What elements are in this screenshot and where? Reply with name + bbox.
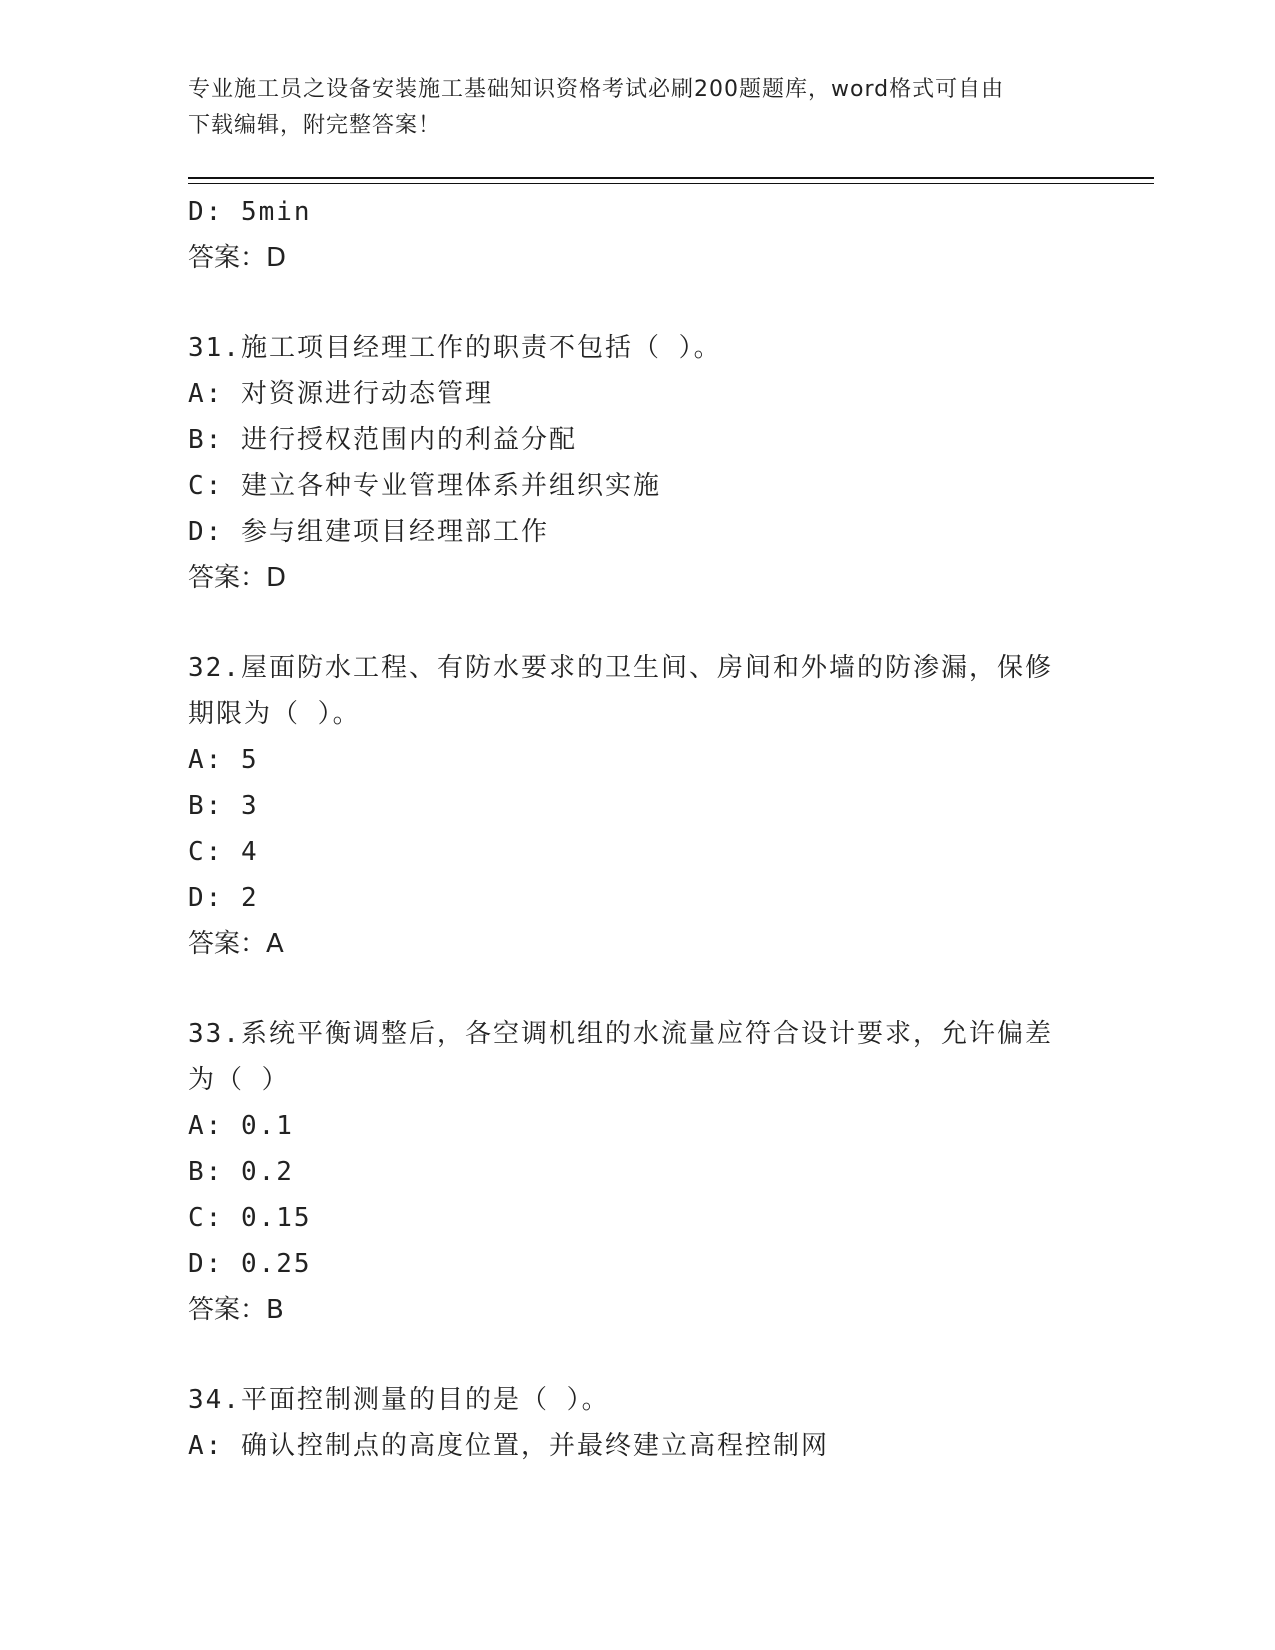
previous-question-tail	[188, 189, 1088, 281]
option-a: A: 确认控制点的高度位置，并最终建立高程控制网	[188, 1431, 829, 1461]
question-stem: 34.平面控制测量的目的是（ ）。	[188, 1385, 610, 1415]
option-a: A: 5	[188, 745, 259, 775]
option-a: A: 对资源进行动态管理	[188, 379, 493, 409]
option-d: D: 2	[188, 883, 259, 913]
question-33	[188, 1011, 1088, 1333]
question-34	[188, 1377, 1088, 1469]
option-d: D: 参与组建项目经理部工作	[188, 517, 549, 547]
question-stem-line-1: 33.系统平衡调整后，各空调机组的水流量应符合设计要求，允许偏差	[188, 1019, 1053, 1049]
option-b: B: 0.2	[188, 1157, 294, 1187]
option-d: D: 0.25	[188, 1249, 312, 1279]
question-list	[188, 189, 1088, 1469]
spacer	[188, 601, 1088, 645]
document-header	[188, 72, 1068, 144]
option-c: C: 建立各种专业管理体系并组织实施	[188, 471, 661, 501]
question-stem: 31.施工项目经理工作的职责不包括（ ）。	[188, 333, 722, 363]
answer-line: 答案：D	[188, 563, 287, 593]
option-c: C: 4	[188, 837, 259, 867]
header-title-line-1: 专业施工员之设备安装施工基础知识资格考试必刷200题题库，word格式可自由	[188, 77, 1005, 102]
spacer	[188, 967, 1088, 1011]
answer-line: 答案：D	[188, 243, 287, 273]
answer-line: 答案：B	[188, 1295, 284, 1325]
header-divider-thin	[188, 183, 1154, 184]
option-b: B: 3	[188, 791, 259, 821]
option-c: C: 0.15	[188, 1203, 312, 1233]
spacer	[188, 281, 1088, 325]
header-title-line-2: 下载编辑，附完整答案！	[188, 113, 442, 138]
answer-line: 答案：A	[188, 929, 284, 959]
option-b: B: 进行授权范围内的利益分配	[188, 425, 577, 455]
question-stem-line-2: 为（ ）	[188, 1065, 290, 1095]
spacer	[188, 1333, 1088, 1377]
question-stem-line-2: 期限为（ ）。	[188, 699, 361, 729]
question-stem-line-1: 32.屋面防水工程、有防水要求的卫生间、房间和外墙的防渗漏，保修	[188, 653, 1053, 683]
option-d: D: 5min	[188, 197, 312, 227]
question-32	[188, 645, 1088, 967]
option-a: A: 0.1	[188, 1111, 294, 1141]
question-31	[188, 325, 1088, 601]
header-divider-thick	[188, 177, 1154, 179]
